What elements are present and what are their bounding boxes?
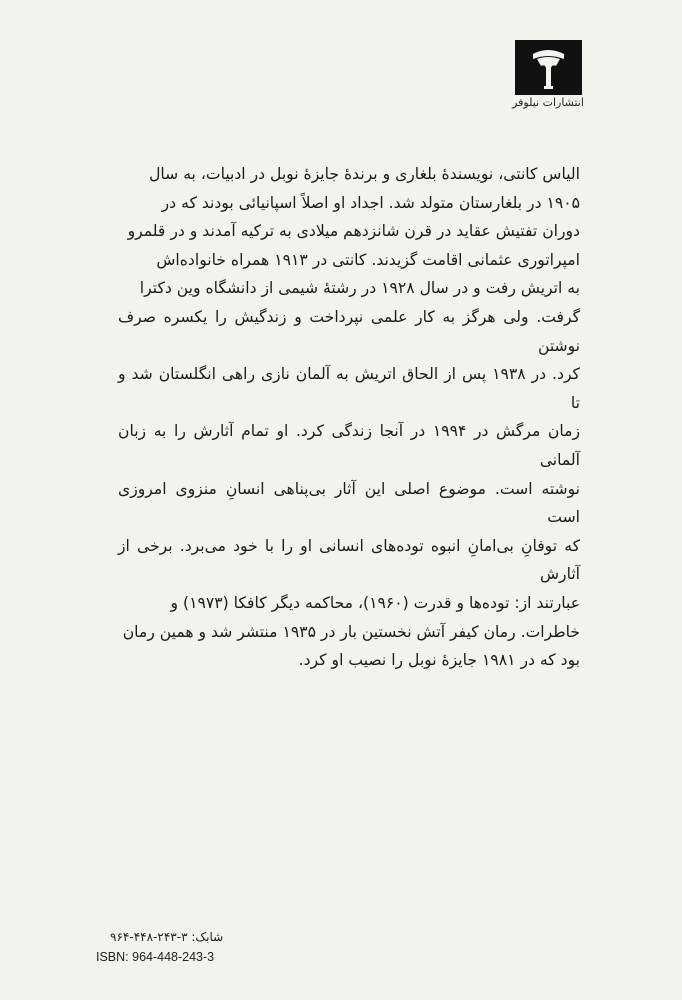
publisher-name: انتشارات نیلوفر <box>512 96 584 109</box>
blurb-line: که توفانِ بی‌امانِ انبوه توده‌های انسانی او را با خود می‌برد. برخی از آثارش <box>118 536 580 584</box>
blurb-line: عبارتند از: توده‌ها و قدرت (۱۹۶۰)، محاکمه دیگر کافکا (۱۹۷۳) و <box>170 593 580 612</box>
back-cover-blurb <box>118 160 580 675</box>
blurb-line: دوران تفتیش عقاید در قرن شانزدهم میلادی به ترکیه آمدند و در قلمرو <box>127 222 580 241</box>
blurb-line: امپراتوری عثمانی اقامت گزیدند. کانتی در ۱۹۱۳ همراه خانواده‌اش <box>156 250 580 269</box>
blurb-line: الیاس کانتی، نویسندهٔ بلغاری و برندهٔ جایزهٔ نوبل در ادبیات، به سال <box>149 165 580 183</box>
blurb-line: ۱۹۰۵ در بلغارستان متولد شد. اجداد او اصلاً اسپانیائی بودند که در <box>161 193 580 212</box>
blurb-line: نوشته است. موضوع اصلی این آثار بی‌پناهی انسانِ منزوی امروزی است <box>118 479 580 527</box>
blurb-line: کرد. در ۱۹۳۸ پس از الحاق اتریش به آلمان نازی راهی انگلستان شد و تا <box>118 365 580 412</box>
blurb-line: گرفت. ولی هرگز به کار علمی نپرداخت و زندگیش را یکسره صرف نوشتن <box>118 307 580 355</box>
nilufar-logo-icon <box>515 40 582 95</box>
blurb-line: خاطرات. رمان کیفر آتش نخستین بار در ۱۹۳۵ منتشر شد و همین رمان <box>122 622 580 641</box>
blurb-line: بود که در ۱۹۸۱ جایزهٔ نوبل را نصیب او کرد. <box>298 651 580 670</box>
isbn-persian: شابک: ۳-۲۴۳-۴۴۸-۹۶۴ <box>110 930 224 944</box>
blurb-line: به اتریش رفت و در سال ۱۹۲۸ در رشتهٔ شیمی از دانشگاه وین دکترا <box>139 279 580 298</box>
isbn-english: ISBN: 964-448-243-3 <box>96 950 215 964</box>
blurb-line: زمان مرگش در ۱۹۹۴ در آنجا زندگی کرد. او تمام آثارش را به زبان آلمانی <box>118 422 581 469</box>
